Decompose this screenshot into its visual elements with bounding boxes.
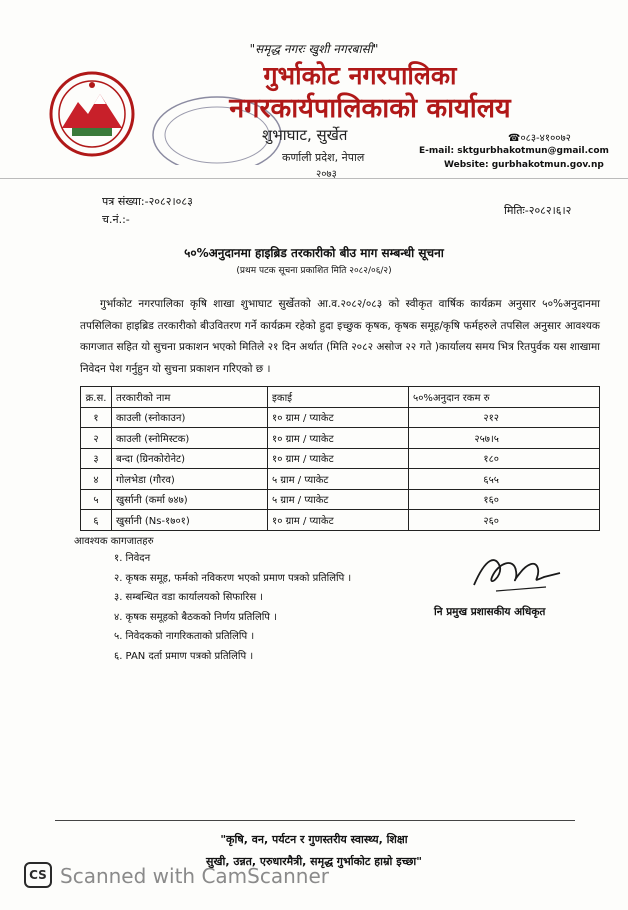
table-cell: १० ग्राम / प्याकेट xyxy=(268,448,409,469)
list-item: ५. निवेदकको नागरिकताको प्रतिलिपि । xyxy=(114,631,255,642)
website: Website: gurbhakotmun.gov.np xyxy=(444,160,604,170)
table-cell: २५७।५ xyxy=(409,428,600,449)
table-cell: खुर्सानी (कर्मा ७४७) xyxy=(112,489,268,510)
table-cell: ३ xyxy=(81,448,112,469)
table-cell: २६० xyxy=(409,510,600,531)
table-row xyxy=(81,489,600,510)
table-cell: ५ ग्राम / प्याकेट xyxy=(268,489,409,510)
table-cell: १६० xyxy=(409,489,600,510)
table-cell: १ xyxy=(81,407,112,428)
table-cell: २ xyxy=(81,428,112,449)
table-cell: बन्दा (ग्रिनकोरोनेट) xyxy=(112,448,268,469)
table-header-row xyxy=(81,387,600,408)
list-item: ६. PAN दर्ता प्रमाण पत्रको प्रतिलिपि । xyxy=(114,650,254,662)
footer-divider xyxy=(55,820,575,821)
notice-title: ५०%अनुदानमा हाइब्रिड तरकारीको बीउ माग सम्बन्धी सूचना xyxy=(184,246,444,260)
footer-slogan-line2: सुखी, उन्नत, एरुधारमैत्री, समृद्ध गुर्भाकोट हाम्रो इच्छा" xyxy=(206,855,422,868)
table-row xyxy=(81,428,600,449)
phone-number: ☎०८३-४१००७२ xyxy=(508,133,571,144)
motto: "समृद्ध नगरः खुशी नगरबासी" xyxy=(249,42,379,56)
table-cell: खुर्सानी (Ns-१७०१) xyxy=(112,510,268,531)
office-place: शुभाघाट, सुर्खेत xyxy=(262,126,348,144)
camscanner-logo-icon: CS xyxy=(24,862,52,888)
table-cell: ५ xyxy=(81,489,112,510)
office-name: नगरकार्यपालिकाको कार्यालय xyxy=(229,93,511,124)
table-row xyxy=(81,448,600,469)
table-cell: काउली (स्नोकाउन) xyxy=(112,407,268,428)
list-item: ४. कृषक समूहको बैठकको निर्णय प्रतिलिपि । xyxy=(114,611,277,623)
table-row xyxy=(81,510,600,531)
signatory-title: नि प्रमुख प्रशासकीय अधिकृत xyxy=(434,606,546,618)
table-cell: ६५५ xyxy=(409,469,600,490)
dispatch-number: च.नं.:- xyxy=(102,213,130,226)
table-cell: गोलभेडा (गौरव) xyxy=(112,469,268,490)
notice-body: गुर्भाकोट नगरपालिका कृषि शाखा शुभाघाट सुर्खेतको आ.व.२०८२/०८३ को स्वीकृत वार्षिक कार्यक्रम अनुसार ५०%अनुदानमा तपसिलिका हाइब्रिड तरकारीको बीउवितरण गर्ने कार्यक्रम रहेको हुदा इच्छुक कृषक, कृषक समूह/कृषि फर्महरुले तपसिल अनुसार आवश्यक कागजात सहित यो सुचना प्रकाशन भएको मितिले २१ दिन अर्थात (मिति २०८२ असोज २२ गते )कार्यालय समय भित्र रितपुर्वक यस शाखामा निवेदन पेश गर्नुहुन यो सुचना प्रकाशन गरिएको छ । xyxy=(80,298,601,375)
notice-subtitle: (प्रथम पटक सूचना प्रकाशित मिति २०८२/०६/२) xyxy=(236,266,392,276)
municipality-emblem-icon xyxy=(48,70,136,158)
table-cell: १० ग्राम / प्याकेट xyxy=(268,407,409,428)
table-cell: ४ xyxy=(81,469,112,490)
requirements-list xyxy=(114,549,351,666)
table-cell: १० ग्राम / प्याकेट xyxy=(268,428,409,449)
handwritten-signature xyxy=(466,547,566,595)
column-header: ५०%अनुदान रकम रु xyxy=(409,387,600,408)
table-cell: ५ ग्राम / प्याकेट xyxy=(268,469,409,490)
table-cell: काउली (स्नोमिस्टक) xyxy=(112,428,268,449)
office-province: कर्णाली प्रदेश, नेपाल xyxy=(282,151,365,164)
list-item: २. कृषक समूह, फर्मको नविकरण भएको प्रमाण पत्रको प्रतिलिपि । xyxy=(114,572,352,584)
table-row xyxy=(81,469,600,490)
established-year: २०७३ xyxy=(316,169,337,180)
seed-table xyxy=(80,386,600,531)
table-row xyxy=(81,407,600,428)
list-item: १. निवेदन xyxy=(114,553,151,564)
header-divider xyxy=(0,178,628,179)
table-cell: ६ xyxy=(81,510,112,531)
requirements-heading: आवश्यक कागजातहरु xyxy=(74,536,154,547)
email-address: E-mail: sktgurbhakotmun@gmail.com xyxy=(419,146,609,156)
list-item: ३. सम्बन्धित वडा कार्यालयको सिफारिस । xyxy=(114,592,264,603)
camscanner-watermark: Scanned with CamScanner xyxy=(60,864,329,888)
column-header: इकाई xyxy=(268,387,409,408)
org-name: गुर्भाकोट नगरपालिका xyxy=(263,61,457,90)
table-cell: १० ग्राम / प्याकेट xyxy=(268,510,409,531)
reference-number: पत्र संख्या:-२०८२।०८३ xyxy=(102,195,193,208)
table-cell: १८० xyxy=(409,448,600,469)
table-cell: २१२ xyxy=(409,407,600,428)
column-header: तरकारीको नाम xyxy=(112,387,268,408)
footer-slogan-line1: "कृषि, वन, पर्यटन र गुणस्तरीय स्वास्थ्य, शिक्षा xyxy=(220,833,408,846)
column-header: क्र.स. xyxy=(81,387,112,408)
letter-date: मितिः-२०८२।६।२ xyxy=(504,204,572,217)
